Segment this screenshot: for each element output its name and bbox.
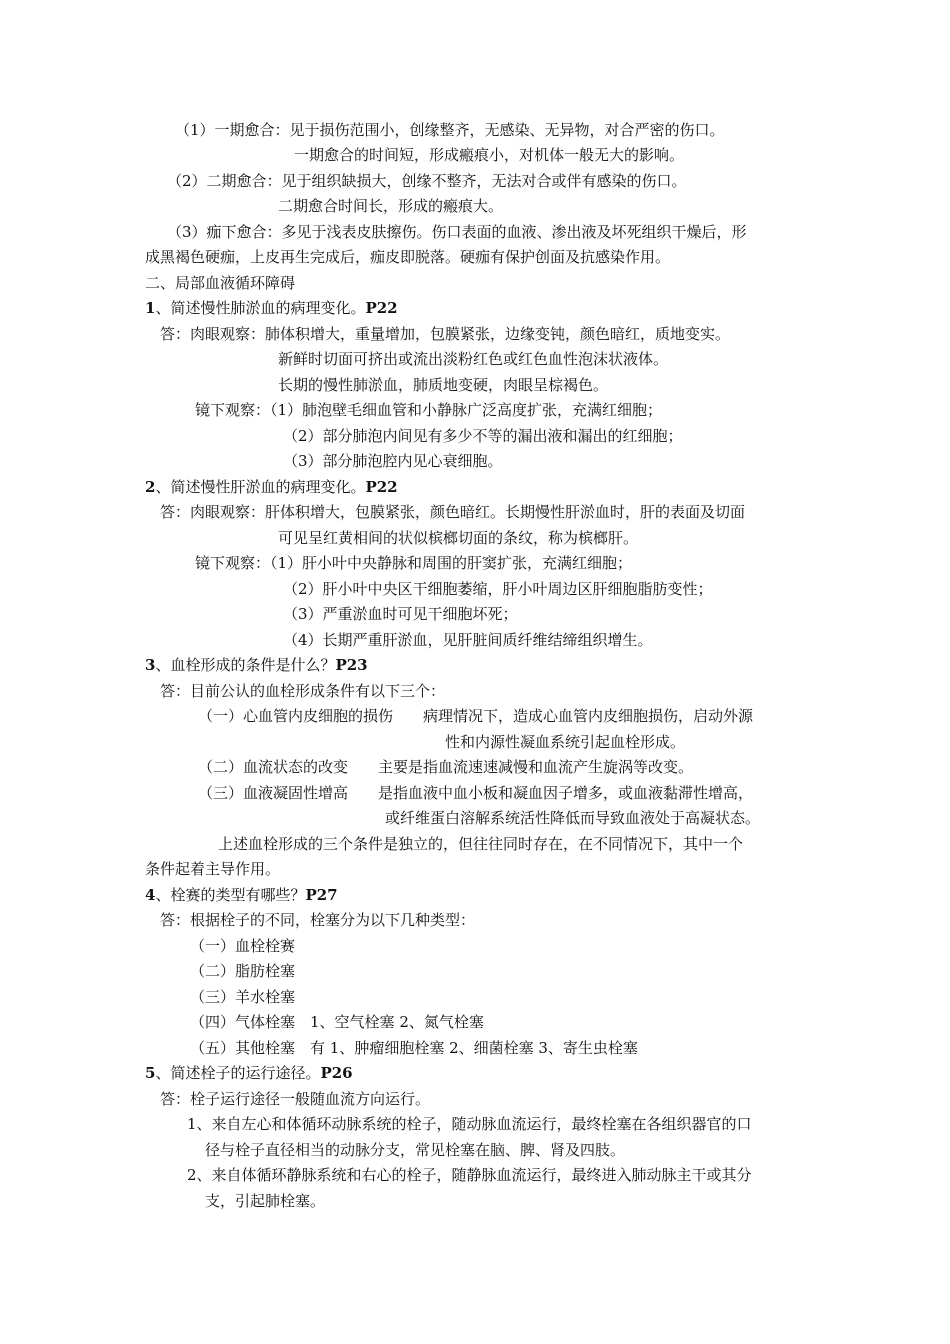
answer-line: （2）部分肺泡内间见有多少不等的漏出液和漏出的红细胞； (283, 427, 683, 445)
answer-line: 可见呈红黄相间的状似槟榔切面的条纹，称为槟榔肝。 (278, 529, 639, 547)
answer-line: 答：肉眼观察：肺体积增大，重量增加，包膜紧张，边缘变钝，颜色暗红，质地变实。 (160, 325, 731, 343)
question-number: 5 (145, 1064, 156, 1082)
answer-line: （三）血液凝固性增高 是指血液中血小板和凝血因子增多，或血液黏滞性增高， (198, 784, 754, 802)
answer-line: 长期的慢性肺淤血，肺质地变硬，肉眼呈棕褐色。 (278, 376, 609, 394)
answer-line: 1、来自左心和体循环动脉系统的栓子，随动脉血流运行，最终栓塞在各组织器官的口 (187, 1115, 752, 1133)
answer-line: 支，引起肺栓塞。 (205, 1192, 326, 1210)
answer-line: 条件起着主导作用。 (145, 860, 281, 878)
page-ref: P22 (365, 299, 398, 317)
healing-primary: （1）一期愈合：见于损伤范围小，创缘整齐，无感染、无异物，对合严密的伤口。 (175, 121, 725, 139)
question-text: 、简述慢性肺淤血的病理变化。 (155, 299, 366, 317)
answer-line: 新鲜时切面可挤出或流出淡粉红色或红色血性泡沫状液体。 (278, 350, 669, 368)
question-text: 、血栓形成的条件是什么？ (155, 656, 336, 674)
answer-line: （4）长期严重肝淤血，见肝脏间质纤维结缔组织增生。 (283, 631, 653, 649)
answer-line: 答：根据栓子的不同，栓塞分为以下几种类型： (160, 911, 476, 929)
answer-line: 镜下观察：（1）肝小叶中央静脉和周围的肝窦扩张，充满红细胞； (195, 554, 633, 572)
healing-secondary-detail: 二期愈合时间长，形成的瘢痕大。 (278, 197, 504, 215)
list-item: （四）气体栓塞 1、空气栓塞 2、氮气栓塞 (190, 1013, 484, 1031)
answer-line: 答：肉眼观察：肝体积增大，包膜紧张，颜色暗红。长期慢性肝淤血时，肝的表面及切面 (160, 503, 746, 521)
question-text: 、简述慢性肝淤血的病理变化。 (155, 478, 366, 496)
page-ref: P26 (320, 1064, 353, 1082)
question-5 (145, 1061, 353, 1087)
question-number: 4 (145, 886, 156, 904)
question-2 (145, 475, 398, 501)
question-text: 、栓赛的类型有哪些？ (155, 886, 306, 904)
list-item: （一）血栓栓赛 (190, 937, 296, 955)
answer-line: 径与栓子直径相当的动脉分支，常见栓塞在脑、脾、肾及四肢。 (205, 1141, 626, 1159)
list-item: （三）羊水栓塞 (190, 988, 296, 1006)
list-item: （五）其他栓塞 有 1、肿瘤细胞栓塞 2、细菌栓塞 3、寄生虫栓塞 (190, 1039, 638, 1057)
question-number: 3 (145, 656, 156, 674)
answer-line: 上述血栓形成的三个条件是独立的，但往往同时存在，在不同情况下，其中一个 (218, 835, 744, 853)
answer-line: 或纤维蛋白溶解系统活性降低而导致血液处于高凝状态。 (385, 809, 761, 827)
page-ref: P23 (335, 656, 368, 674)
question-1 (145, 296, 398, 322)
healing-primary-detail: 一期愈合的时间短，形成瘢痕小，对机体一般无大的影响。 (294, 146, 685, 164)
healing-secondary: （2）二期愈合：见于组织缺损大，创缘不整齐，无法对合或伴有感染的伤口。 (167, 172, 687, 190)
answer-line: 答：栓子运行途径一般随血流方向运行。 (160, 1090, 431, 1108)
question-3 (145, 653, 368, 679)
healing-scab: （3）痂下愈合：多见于浅表皮肤擦伤。伤口表面的血液、渗出液及坏死组织干燥后，形 (167, 223, 747, 241)
answer-line: 性和内源性凝血系统引起血栓形成。 (445, 733, 686, 751)
answer-line: 答：目前公认的血栓形成条件有以下三个： (160, 682, 446, 700)
question-4 (145, 883, 338, 909)
question-number: 2 (145, 478, 156, 496)
question-number: 1 (145, 299, 156, 317)
question-text: 、简述栓子的运行途径。 (155, 1064, 321, 1082)
answer-line: （3）部分肺泡腔内见心衰细胞。 (283, 452, 503, 470)
page-ref: P22 (365, 478, 398, 496)
healing-scab-cont: 成黑褐色硬痂，上皮再生完成后，痂皮即脱落。硬痂有保护创面及抗感染作用。 (145, 248, 671, 266)
answer-line: （2）肝小叶中央区干细胞萎缩，肝小叶周边区肝细胞脂肪变性； (283, 580, 713, 598)
answer-line: （3）严重淤血时可见干细胞坏死； (283, 605, 518, 623)
section-heading: 二、局部血液循环障碍 (145, 274, 296, 292)
list-item: （二）脂肪栓塞 (190, 962, 296, 980)
answer-line: 镜下观察：（1）肺泡壁毛细血管和小静脉广泛高度扩张，充满红细胞； (195, 401, 663, 419)
answer-line: 2、来自体循环静脉系统和右心的栓子，随静脉血流运行，最终进入肺动脉主干或其分 (187, 1166, 752, 1184)
page-ref: P27 (305, 886, 338, 904)
answer-line: （一）心血管内皮细胞的损伤 病理情况下，造成心血管内皮细胞损伤，启动外源 (198, 707, 754, 725)
answer-line: （二）血流状态的改变 主要是指血流速速减慢和血流产生旋涡等改变。 (198, 758, 694, 776)
